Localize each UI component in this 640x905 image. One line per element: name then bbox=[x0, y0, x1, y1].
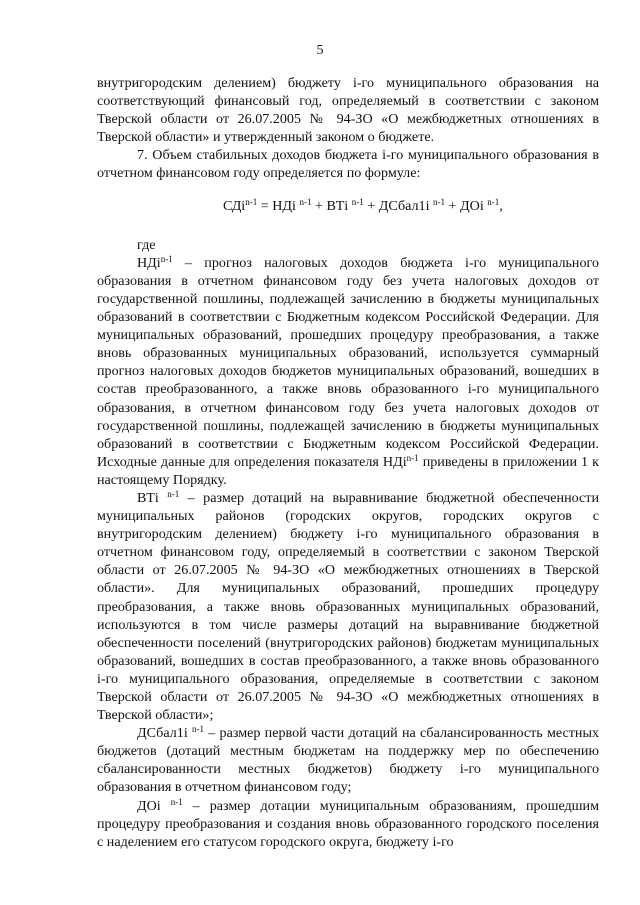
formula-sup: n-1 bbox=[299, 196, 312, 207]
formula-plus: + bbox=[311, 197, 327, 214]
formula-plus: + bbox=[445, 197, 461, 214]
definition-symbol: ДОi bbox=[137, 797, 161, 814]
formula-sup: n-1 bbox=[245, 196, 258, 207]
formula-end: , bbox=[499, 197, 503, 214]
paragraph-7: 7. Объем стабильных доходов бюджета i-го муниципального образования в отчетном финансовом году определяется по формуле: bbox=[97, 147, 599, 182]
definition-text: – размер первой части дотаций на сбалансированность местных бюджетов (дотаций местным бюджетам на поддержку мер по обеспечению сбалансированности местных бюджетов) бюджету i-го муниципального образования в отчетном финансовом году; bbox=[97, 725, 599, 796]
formula-sup: n-1 bbox=[351, 196, 364, 207]
formula-sup: n-1 bbox=[433, 196, 446, 207]
definition-dsbal bbox=[97, 724, 599, 796]
definition-sup: n-1 bbox=[160, 253, 173, 264]
definition-vt bbox=[97, 489, 599, 724]
definition-sup: n-1 bbox=[406, 452, 419, 463]
formula-sup: n-1 bbox=[487, 196, 500, 207]
definition-symbol: ВТi bbox=[137, 489, 159, 506]
definition-sup: n-1 bbox=[167, 488, 180, 499]
definition-nd bbox=[97, 254, 599, 489]
formula-term-do: ДОi bbox=[460, 197, 484, 214]
where-label: где bbox=[137, 236, 156, 253]
definition-text: приведены в приложении 1 к настоящему Порядку. bbox=[97, 453, 600, 488]
page-number: 5 bbox=[316, 43, 324, 58]
definition-text: – размер дотаций на выравнивание бюджетной обеспеченности муниципальных районов (городских округов, городских округов с внутригородским делением) бюджету i-го муниципального образования в отчетном финансовом году, определяемый в соответствии с законом Тверской области от 26.07.2005 № 94-ЗО «О межбюджетных отношениях в Тверской области». Для муниципальных образований, прошедших процедуру преобразования, а также вновь образованных муниципальных образований, используются в том числе размеры дотаций на выравнивание бюджетной обеспеченности поселений (внутригородских районов) бюджетам муниципальных образований, вошедших в состав преобразованного, а также вновь образованного i-го муниципального образования, определяемые в соответствии с законом Тверской области от 26.07.2005 № 94-ЗО «О межбюджетных отношениях в Тверской области»; bbox=[97, 489, 599, 724]
definition-do bbox=[97, 797, 599, 851]
formula-term-nd: НДi bbox=[272, 197, 296, 214]
formula-eq: = bbox=[257, 197, 273, 214]
formula-plus: + bbox=[363, 197, 379, 214]
formula-sd bbox=[97, 197, 599, 215]
paragraph-intro: внутригородским делением) бюджету i-го муниципального образования на соответствующий финансовый год, определяемый в соответствии с законом Тверской области от 26.07.2005 № 94-ЗО «О межбюджетных отношениях в Тверской области» и утвержденный законом о бюджете. bbox=[97, 75, 599, 146]
formula-term-vt: ВТi bbox=[326, 197, 349, 214]
formula-term-dsbal: ДСбал1i bbox=[378, 197, 430, 214]
definition-sup: n-1 bbox=[191, 724, 204, 735]
definition-text: – размер дотации муниципальным образованиям, прошедшим процедуру преобразования и создания вновь образованного городского поселения с наделением его статусом городского округа, бюджету i-го bbox=[97, 797, 599, 850]
definition-symbol: ДСбал1i bbox=[137, 725, 188, 742]
definition-sup: n-1 bbox=[170, 796, 183, 807]
formula-lhs: СДi bbox=[223, 197, 246, 214]
definition-text: – прогноз налоговых доходов бюджета i-го муниципального образования в отчетном финансовом году без учета налоговых доходов от государственной пошлины, подлежащей зачислению в бюджеты муниципальных образований в соответствии с Бюджетным кодексом Российской Федерации. Для муниципальных образований, прошедших процедуру преобразования, а также вновь образованных муниципальных образований, используется суммарный прогноз налоговых доходов бюджетов муниципальных образований, вошедших в состав преобразованного, а также вновь образованного i-го муниципального образования, в отчетном финансовом году без учета налоговых доходов от государственной пошлины, подлежащей зачислению в бюджеты муниципальных образований в соответствии с Бюджетным кодексом Российской Федерации. Исходные данные для определения показателя НДi bbox=[97, 254, 599, 470]
definition-symbol: НДi bbox=[137, 254, 161, 271]
document-body bbox=[97, 74, 599, 851]
